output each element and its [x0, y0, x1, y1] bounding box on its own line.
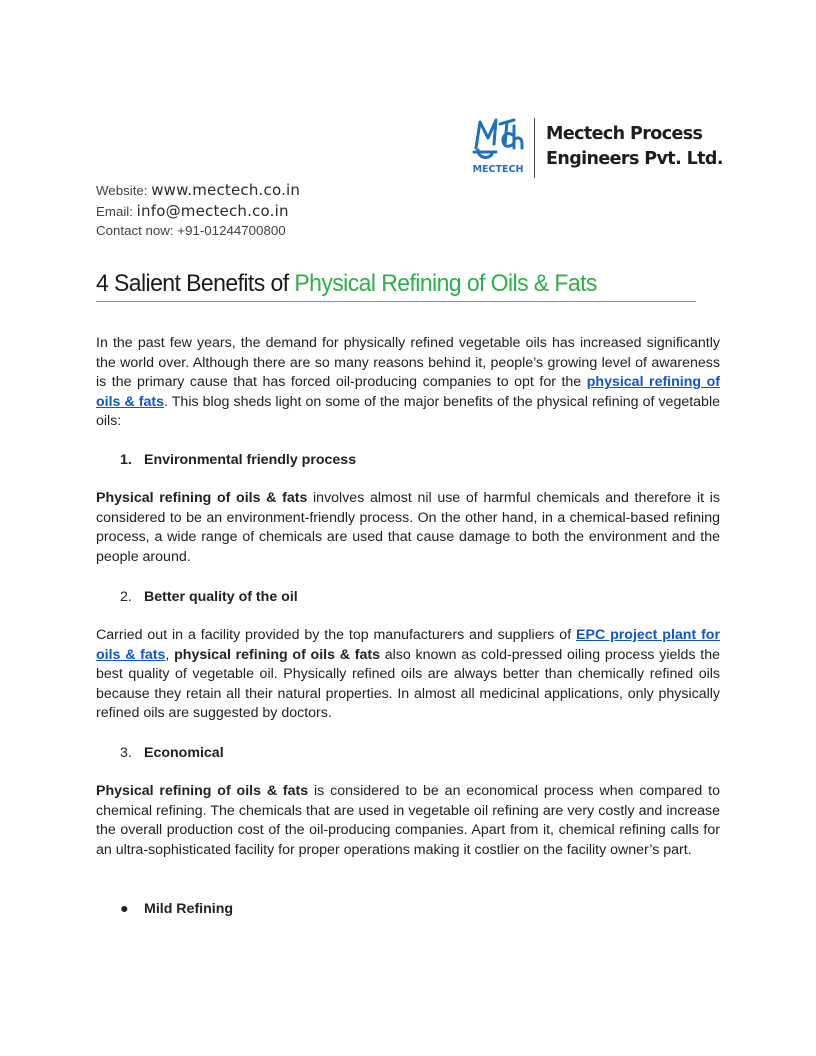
section-paragraph-1: [96, 489, 720, 567]
intro-paragraph: [96, 334, 720, 432]
mectech-logo-mark: [470, 114, 526, 176]
section-heading-1: [120, 451, 356, 471]
section-text-2: also known as cold-pressed oiling process yields the best quality of vegetable oil. Physically refined oils are always better than chemically refined oils because they retain all their natural properties. In almost all medicinal applications, only physically refined oils are suggested by doctors.: [96, 646, 720, 722]
section-text-before-2: Carried out in a facility provided by the top manufacturers and suppliers of: [96, 627, 577, 643]
logo-divider: [534, 118, 535, 178]
section-text-3: is considered to be an economical process when compared to chemical refining. The chemicals that are used in vegetable oil refining are very costly and increase the overall production cost of the oil-producing companies. Apart from it, chemical refining calls for an ultra-sophisticated facility for proper operations making it costlier on the facility owner’s part.: [96, 783, 720, 858]
section-comma-2: ,: [165, 646, 175, 663]
company-name-line1: Mectech Process: [546, 124, 703, 144]
bullet-icon: ●: [120, 901, 129, 917]
section-bold-lead-2: physical refining of oils & fats: [174, 646, 380, 663]
section-title-3: Economical: [144, 745, 224, 761]
section-paragraph-3: [96, 782, 720, 860]
section-bold-lead-1: Physical refining of oils & fats: [96, 490, 308, 506]
section-marker-1: 1.: [120, 452, 132, 468]
title-prefix: 4 Salient Benefits of: [96, 270, 295, 297]
contact-phone: Contact now: +91-01244700800: [96, 223, 286, 238]
title-highlight: Physical Refining of Oils & Fats: [294, 270, 597, 297]
logo-mark-text: MECTECH: [472, 164, 524, 175]
company-name: [546, 122, 723, 172]
website-row: [96, 180, 300, 201]
section-heading-4: [120, 900, 233, 920]
company-logo: [470, 114, 723, 182]
email-link[interactable]: info@mectech.co.in: [136, 201, 289, 220]
section-heading-3: [120, 744, 224, 764]
section-heading-2: [120, 588, 298, 608]
email-row: [96, 201, 300, 222]
section-marker-2: 2.: [120, 589, 132, 605]
section-paragraph-2: [96, 626, 720, 724]
mectech-monogram-icon: [470, 114, 526, 176]
website-label: Website:: [96, 183, 148, 198]
section-marker-3: 3.: [120, 745, 132, 761]
physical-refining-link[interactable]: physical refining of oils & fats: [96, 374, 720, 410]
section-bold-lead-3: Physical refining of oils & fats: [96, 783, 309, 799]
section-title-4: Mild Refining: [144, 901, 234, 917]
section-title-1: Environmental friendly process: [144, 452, 357, 468]
intro-text-before: In the past few years, the demand for physically refined vegetable oils has increased significantly the world over. Although there are so many reasons behind it, people’s growing level of awareness is the primary cause that has forced oil-producing companies to opt for the: [96, 335, 720, 391]
contact-block: [96, 180, 300, 242]
company-name-line2: Engineers Pvt. Ltd.: [546, 149, 723, 169]
intro-text-after: . This blog sheds light on some of the major benefits of the physical refining of vegetable oils:: [96, 393, 720, 430]
epc-project-plant-link[interactable]: EPC project plant for oils & fats: [96, 627, 720, 663]
section-text-1: involves almost nil use of harmful chemicals and therefore it is considered to be an environment-friendly process. On the other hand, in a chemical-based refining process, a wide range of chemicals are used that cause damage to both the environment and the people around.: [96, 490, 721, 565]
page-title: [96, 268, 696, 302]
section-title-2: Better quality of the oil: [144, 589, 298, 605]
website-link[interactable]: www.mectech.co.in: [151, 181, 301, 199]
email-label: Email:: [96, 203, 133, 219]
